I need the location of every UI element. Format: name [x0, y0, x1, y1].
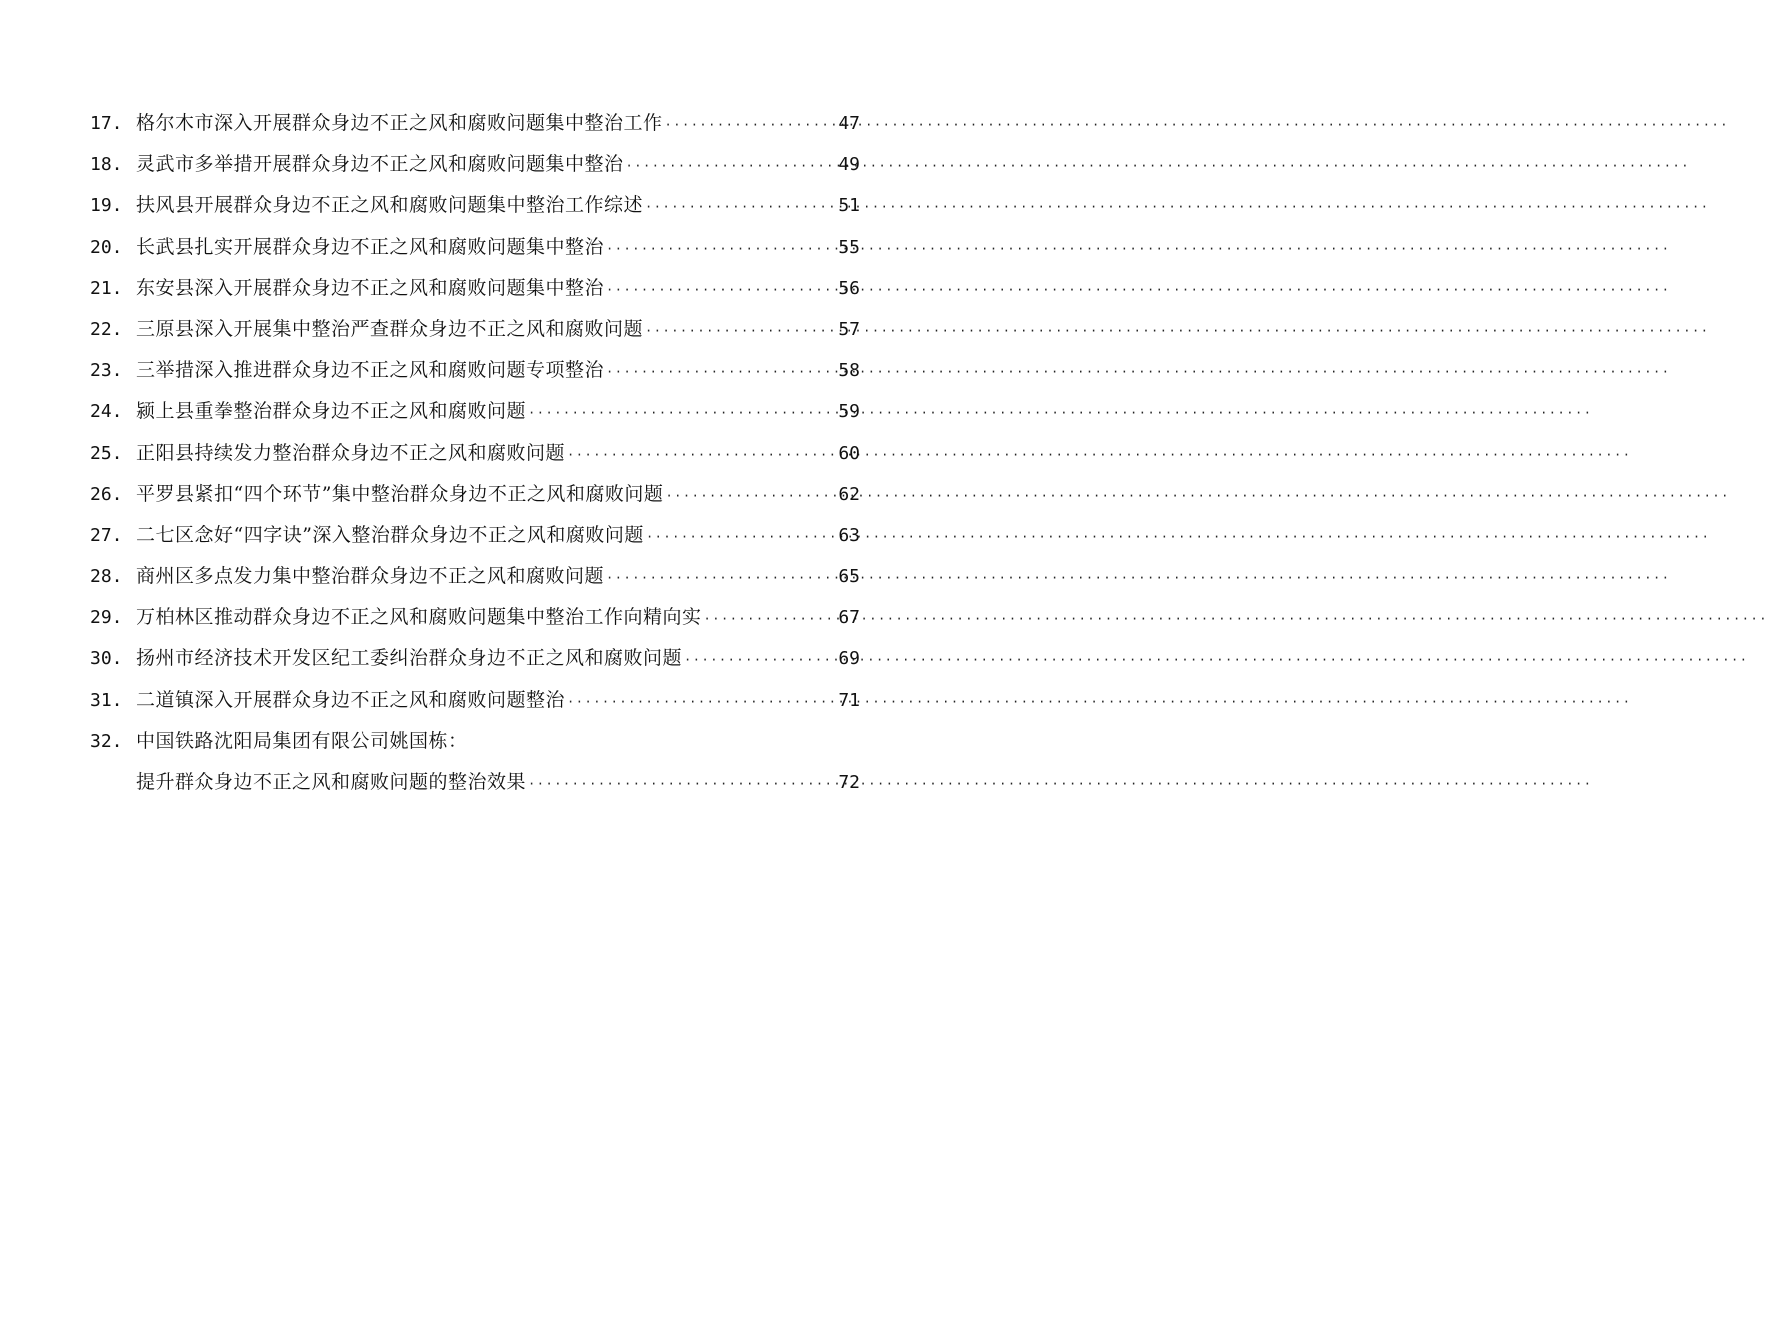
dot-leader [526, 393, 838, 434]
toc-entry-title: 长武县扎实开展群众身边不正之风和腐败问题集中整治 [136, 235, 605, 258]
toc-entry-heading[interactable] [90, 721, 860, 762]
toc-entry-title: 三举措深入推进群众身边不正之风和腐败问题专项整治 [136, 359, 605, 382]
toc-entry-page: 58 [838, 360, 860, 382]
toc-entry[interactable] [90, 597, 860, 638]
toc-entry-continuation[interactable] [90, 762, 860, 803]
dot-leader [604, 558, 838, 599]
toc-entry-title-line2: 提升群众身边不正之风和腐败问题的整治效果 [136, 771, 527, 793]
toc-entry-page: 57 [838, 318, 860, 340]
toc-entry-page: 60 [838, 442, 860, 464]
dot-leader [565, 682, 838, 723]
toc-entry-title: 二道镇深入开展群众身边不正之风和腐败问题整治 [136, 688, 566, 711]
toc-entry-number: 18. [90, 154, 123, 176]
dot-leader [682, 640, 838, 681]
toc-entry-title: 东安县深入开展群众身边不正之风和腐败问题集中整治 [136, 276, 605, 299]
toc-entry-title: 三原县深入开展集中整治严查群众身边不正之风和腐败问题 [136, 317, 644, 340]
table-of-contents [90, 103, 860, 803]
toc-entry[interactable] [90, 556, 860, 597]
toc-entry-title: 灵武市多举措开展群众身边不正之风和腐败问题集中整治 [136, 153, 624, 176]
toc-entry[interactable] [90, 474, 860, 515]
dot-leader [644, 517, 838, 558]
toc-entry[interactable] [90, 268, 860, 309]
dot-leader [565, 435, 838, 476]
toc-entry-number: 19. [90, 195, 123, 217]
toc-entry-number: 17. [90, 113, 123, 134]
toc-entry-number: 22. [90, 318, 123, 340]
toc-entry[interactable] [90, 433, 860, 474]
toc-entry-page: 56 [838, 277, 860, 299]
toc-entry-page: 63 [838, 524, 860, 546]
toc-entry-title: 正阳县持续发力整治群众身边不正之风和腐败问题 [136, 441, 566, 464]
toc-entry-number: 29. [90, 607, 123, 629]
dot-leader [643, 187, 838, 228]
toc-entry-title: 商州区多点发力集中整治群众身边不正之风和腐败问题 [136, 565, 605, 588]
toc-entry-number: 21. [90, 277, 123, 299]
toc-entry-title: 扬州市经济技术开发区纪工委纠治群众身边不正之风和腐败问题 [136, 647, 683, 670]
dot-leader [604, 229, 838, 270]
toc-entry-page: 72 [838, 772, 860, 793]
toc-entry-title: 二七区念好“四字诀”深入整治群众身边不正之风和腐败问题 [136, 523, 644, 546]
toc-entry[interactable] [90, 185, 860, 226]
toc-entry-page: 47 [838, 113, 860, 134]
toc-entry[interactable] [90, 515, 860, 556]
toc-entry-number: 24. [90, 401, 123, 423]
toc-entry-page: 67 [838, 607, 860, 629]
toc-entry-title: 平罗县紧扣“四个环节”集中整治群众身边不正之风和腐败问题 [136, 482, 664, 505]
toc-entry-page: 62 [838, 483, 860, 505]
dot-leader [663, 476, 838, 517]
toc-entry-title: 颍上县重拳整治群众身边不正之风和腐败问题 [136, 400, 527, 423]
dot-leader [526, 764, 838, 805]
dot-leader [702, 599, 839, 640]
toc-entry-number: 28. [90, 566, 123, 588]
toc-entry-title-line1: 中国铁路沈阳局集团有限公司姚国栋： [136, 729, 468, 752]
toc-entry[interactable] [90, 350, 860, 391]
dot-leader [643, 311, 838, 352]
dot-leader [624, 146, 839, 187]
dot-leader [604, 270, 838, 311]
toc-entry-page: 55 [838, 236, 860, 258]
toc-entry[interactable] [90, 103, 860, 144]
toc-entry-page: 69 [838, 648, 860, 670]
toc-entry-title: 万柏林区推动群众身边不正之风和腐败问题集中整治工作向精向实 [136, 606, 702, 629]
toc-entry[interactable] [90, 680, 860, 721]
toc-entry-page: 71 [838, 689, 860, 711]
dot-leader [604, 352, 838, 393]
toc-entry[interactable] [90, 309, 860, 350]
toc-entry-page: 65 [838, 566, 860, 588]
toc-entry-number: 30. [90, 648, 123, 670]
toc-entry-title: 扶风县开展群众身边不正之风和腐败问题集中整治工作综述 [136, 194, 644, 217]
toc-entry[interactable] [90, 638, 860, 679]
toc-entry-title: 格尔木市深入开展群众身边不正之风和腐败问题集中整治工作 [136, 112, 663, 134]
dot-leader [663, 105, 839, 146]
toc-entry-number: 32. [90, 730, 123, 752]
toc-entry-number: 23. [90, 360, 123, 382]
toc-entry-number: 31. [90, 689, 123, 711]
toc-entry-page: 49 [838, 154, 860, 176]
toc-entry-number: 20. [90, 236, 123, 258]
toc-entry[interactable] [90, 144, 860, 185]
toc-entry-page: 59 [838, 401, 860, 423]
toc-entry-number: 26. [90, 483, 123, 505]
toc-entry-page: 51 [838, 195, 860, 217]
toc-entry-number: 27. [90, 524, 123, 546]
toc-entry[interactable] [90, 227, 860, 268]
toc-entry[interactable] [90, 391, 860, 432]
toc-entry-number: 25. [90, 442, 123, 464]
